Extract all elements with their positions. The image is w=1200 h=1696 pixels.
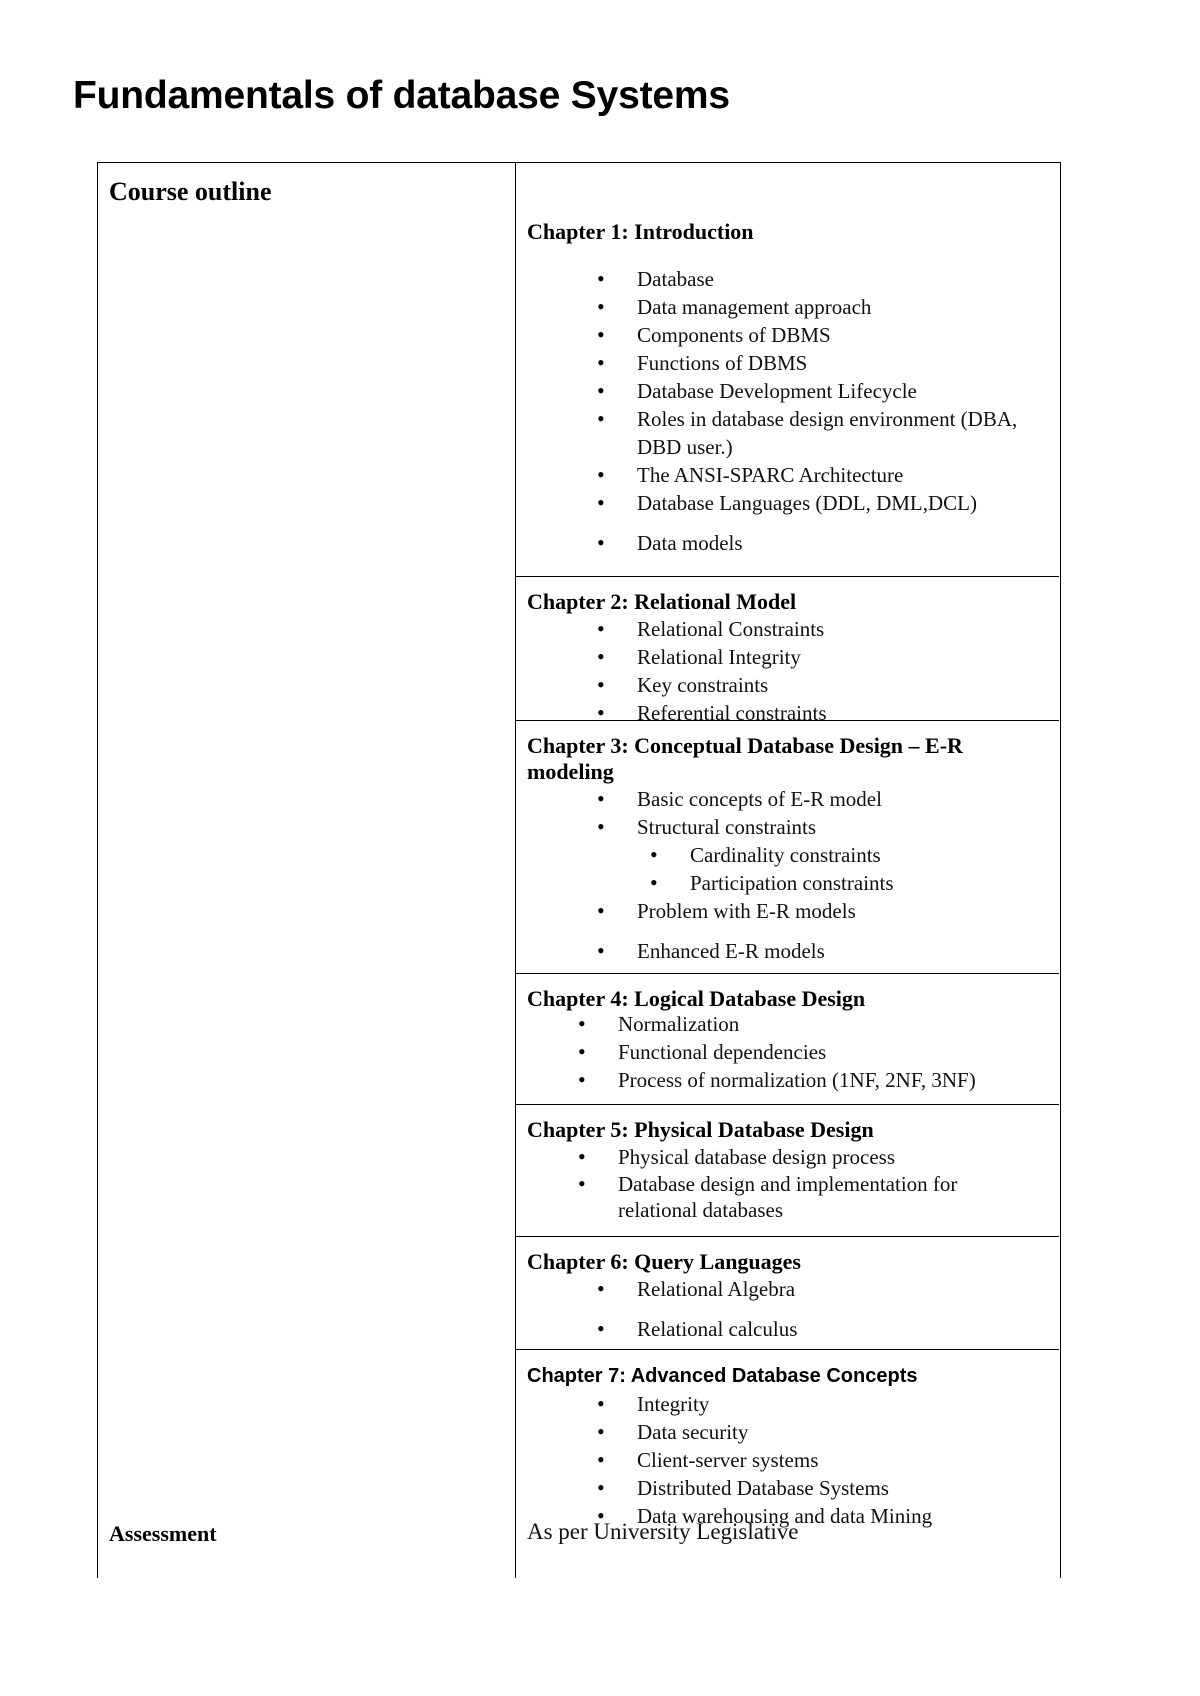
chapter-5-title: Chapter 5: Physical Database Design <box>527 1117 874 1142</box>
chapter-2-cell <box>516 577 1059 725</box>
chapter-3-cell <box>516 721 1059 974</box>
list-item: • Data security <box>597 1418 932 1446</box>
chapter-1-cell <box>516 163 1059 577</box>
chapter-2-title: Chapter 2: Relational Model <box>527 589 797 614</box>
list-item: • Database design and implementation for relational databases <box>578 1171 1018 1223</box>
chapter-7-title: Chapter 7: Advanced Database Concepts <box>527 1365 918 1387</box>
list-item: • Referential constraints <box>597 699 827 727</box>
list-item: • Problem with E-R models <box>597 897 894 925</box>
list-item: • Normalization <box>578 1010 976 1038</box>
list-item: • Components of DBMS <box>597 321 1047 349</box>
list-item: • Functional dependencies <box>578 1038 976 1066</box>
chapter-6-title: Chapter 6: Query Languages <box>527 1249 801 1274</box>
list-item: • Structural constraints <box>597 813 894 841</box>
list-item: • Roles in database design environment (DBA, DBD user.) <box>597 405 1047 461</box>
chapter-4-topics <box>578 1010 976 1094</box>
list-item: • Integrity <box>597 1390 932 1418</box>
assessment-label: Assessment <box>109 1521 217 1546</box>
label-column <box>98 163 516 1578</box>
list-item: • Relational Constraints <box>597 615 827 643</box>
list-item: • Database Development Lifecycle <box>597 377 1047 405</box>
chapter-5-topics <box>578 1143 1018 1223</box>
chapter-5-cell <box>516 1105 1059 1237</box>
list-item: • Relational Integrity <box>597 643 827 671</box>
list-item: • Database <box>597 265 1047 293</box>
list-item: • Data management approach <box>597 293 1047 321</box>
document-title: Fundamentals of database Systems <box>73 74 730 117</box>
list-item: • Functions of DBMS <box>597 349 1047 377</box>
list-item: • Data warehousing and data Mining <box>597 1502 932 1530</box>
list-item: • Data models <box>597 529 1047 557</box>
chapter-3-title: Chapter 3: Conceptual Database Design – E-R modeling <box>527 733 963 784</box>
list-item: • Client-server systems <box>597 1446 932 1474</box>
list-item: • Cardinality constraints <box>650 841 894 869</box>
assessment-value: As per University Legislative <box>527 1519 799 1544</box>
list-item: • Relational Algebra <box>597 1275 797 1303</box>
chapter-1-topics <box>597 265 1047 557</box>
chapter-4-title: Chapter 4: Logical Database Design <box>527 986 866 1011</box>
list-item: • Physical database design process <box>578 1143 1018 1171</box>
list-item: • Process of normalization (1NF, 2NF, 3NF) <box>578 1066 976 1094</box>
chapter-1-title: Chapter 1: Introduction <box>527 219 754 244</box>
list-item: • Distributed Database Systems <box>597 1474 932 1502</box>
list-item: • Enhanced E-R models <box>597 937 894 965</box>
chapter-3-topics <box>597 785 894 965</box>
chapter-6-topics <box>597 1275 797 1343</box>
list-item: • Key constraints <box>597 671 827 699</box>
list-item: • Basic concepts of E-R model <box>597 785 894 813</box>
chapter-7-cell <box>516 1350 1059 1528</box>
list-item: • The ANSI-SPARC Architecture <box>597 461 1047 489</box>
course-outline-label: Course outline <box>109 177 272 206</box>
chapter-4-cell <box>516 974 1059 1105</box>
chapter-2-topics <box>597 615 827 727</box>
list-item: • Database Languages (DDL, DML,DCL) <box>597 489 1047 517</box>
list-item: • Relational calculus <box>597 1315 797 1343</box>
list-item: • Participation constraints <box>650 869 894 897</box>
chapter-6-cell <box>516 1237 1059 1350</box>
course-outline-table <box>97 162 1061 1578</box>
chapter-7-topics <box>597 1390 932 1530</box>
